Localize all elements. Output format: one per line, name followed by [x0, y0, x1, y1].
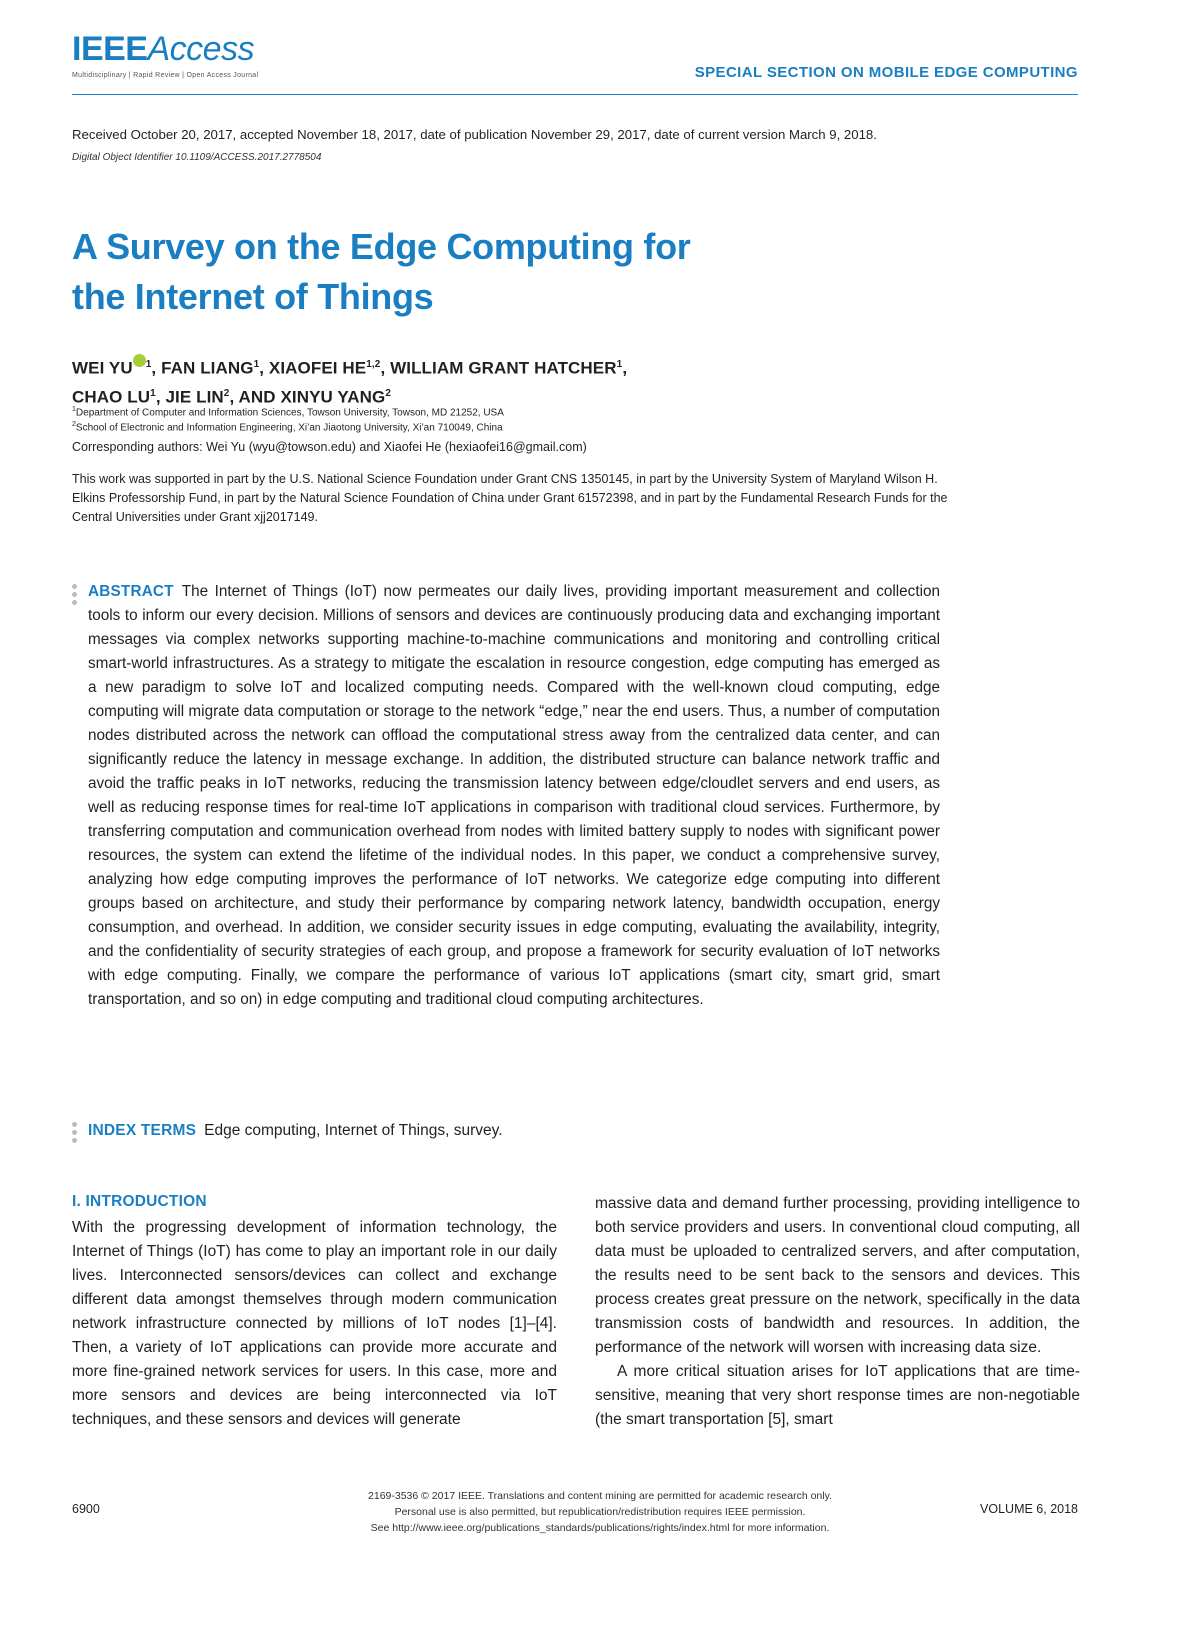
footer-line: 2169-3536 © 2017 IEEE. Translations and content mining are permitted for academic research only.	[368, 1490, 832, 1502]
drag-handle-icon[interactable]	[72, 1122, 78, 1146]
volume-label: VOLUME 6, 2018	[980, 1502, 1078, 1516]
index-terms	[88, 1122, 503, 1140]
body-column-left	[72, 1216, 557, 1432]
title-line-1: A Survey on the Edge Computing for	[72, 226, 691, 267]
author-name: , XIAOFEI HE	[259, 358, 367, 378]
paragraph: With the progressing development of information technology, the Internet of Things (IoT) has come to play an important role in our daily lives. Interconnected sensors/devices can collect and exchange different data amongst themselves through modern communication network infrastructure connected by millions of IoT nodes [1]–[4]. Then, a variety of IoT applications can provide more accurate and more fine-grained network services for users. In this case, more and more sensors and devices are being interconnected via IoT techniques, and these sensors and devices will generate	[72, 1219, 557, 1428]
journal-logo	[72, 30, 254, 69]
author-name[interactable]: WEI YU	[72, 358, 133, 378]
affiliation-text: Department of Computer and Information Sciences, Towson University, Towson, MD 21252, USA	[75, 407, 504, 419]
affiliation-sup: 1	[72, 406, 76, 413]
footer-line: See http://www.ieee.org/publications_standards/publications/rights/index.html for more information.	[370, 1522, 830, 1534]
logo-access: Access	[147, 30, 255, 68]
author-affil-sup: 1	[145, 359, 152, 370]
author-affil-sup: 1,2	[366, 359, 381, 370]
author-affil-sup: 1	[616, 359, 623, 370]
section-heading-introduction: I. INTRODUCTION	[72, 1193, 207, 1210]
received-dates: Received October 20, 2017, accepted November 18, 2017, date of publication November 29, 2017, date of current version March 9, 2018.	[72, 127, 877, 142]
author-name: , FAN LIANG	[151, 358, 254, 378]
abstract	[88, 580, 940, 1012]
page-number: 6900	[72, 1502, 100, 1516]
logo-ieee: IEEE	[72, 30, 148, 68]
paragraph: A more critical situation arises for IoT applications that are time-sensitive, meaning that very short response times are non-negotiable (the smart transportation [5], smart	[595, 1363, 1080, 1428]
drag-handle-icon[interactable]	[72, 584, 78, 608]
orcid-icon[interactable]	[133, 354, 146, 367]
affiliation-sup: 2	[72, 421, 76, 428]
author-affil-sup: 1	[253, 359, 260, 370]
index-terms-text: Edge computing, Internet of Things, survey.	[204, 1122, 503, 1139]
abstract-text: The Internet of Things (IoT) now permeates our daily lives, providing important measurement and collection tools to inform our every decision. Millions of sensors and devices are continuously producing data and exchanging important messages via complex networks supporting machine-to-machine communications and monitoring and controlling critical smart-world infrastructures. As a strategy to mitigate the escalation in resource congestion, edge computing has emerged as a new paradigm to solve IoT and localized computing needs. Compared with the well-known cloud computing, edge computing will migrate data computation or storage to the network “edge,” near the end users. Thus, a number of computation nodes distributed across the network can offload the computational stress away from the centralized data center, and can significantly reduce the latency in message exchange. In addition, the distributed structure can balance network traffic and avoid the traffic peaks in IoT networks, reducing the transmission latency between edge/cloudlet servers and end users, as well as reducing response times for real-time IoT applications in comparison with traditional cloud services. Furthermore, by transferring computation and communication overhead from nodes with limited battery supply to nodes with significant power resources, the system can extend the lifetime of the individual nodes. In this paper, we conduct a comprehensive survey, analyzing how edge computing improves the performance of IoT networks. We categorize edge computing into different groups based on architecture, and study their performance by comparing network latency, bandwidth occupation, energy consumption, and overhead. In addition, we consider security issues in edge computing, evaluating the availability, integrity, and the confidentiality of security strategies of each group, and propose a framework for security evaluation of IoT networks with edge computing. Finally, we compare the performance of various IoT applications (smart city, smart grid, smart transportation, and so on) in edge computing and traditional cloud computing architectures.	[88, 583, 940, 1008]
body-column-right	[595, 1192, 1080, 1432]
paragraph: massive data and demand further processing, providing intelligence to both service providers and users. In conventional cloud computing, all data must be uploaded to centralized servers, and after computation, the results need to be sent back to the sensors and devices. This process creates great pressure on the network, specifically in the data transmission costs of bandwidth and resources. In addition, the performance of the network will worsen with increasing data size.	[595, 1195, 1080, 1356]
author-affil-sup: 2	[223, 387, 230, 399]
logo-tagline: Multidisciplinary | Rapid Review | Open Access Journal	[72, 72, 259, 79]
index-terms-label: INDEX TERMS	[88, 1122, 197, 1139]
special-section-label: SPECIAL SECTION ON MOBILE EDGE COMPUTING	[694, 64, 1078, 81]
paper-title	[72, 222, 872, 322]
author-name: CHAO LU	[72, 387, 151, 407]
author-name: , WILLIAM GRANT HATCHER	[380, 358, 617, 378]
title-line-2: the Internet of Things	[72, 276, 434, 317]
author-name: , JIE LIN	[155, 387, 224, 407]
doi: Digital Object Identifier 10.1109/ACCESS.2017.2778504	[72, 152, 322, 163]
author-affil-sup: 1	[150, 387, 156, 399]
copyright-footer	[300, 1488, 900, 1536]
author-list	[72, 352, 832, 409]
affiliation	[72, 418, 772, 435]
author-separator: ,	[622, 358, 628, 378]
affiliation-text: School of Electronic and Information Engineering, Xi’an Jiaotong University, Xi’an 710049, China	[75, 422, 503, 434]
header-rule	[72, 94, 1078, 95]
author-affil-sup: 2	[385, 387, 392, 399]
author-name: , AND XINYU YANG	[229, 387, 386, 407]
funding-statement: This work was supported in part by the U.S. National Science Foundation under Grant CNS 1350145, in part by the University System of Maryland Wilson H. Elkins Professorship Fund, in part by the Natural Science Foundation of China under Grant 61572398, and in part by the Fundamental Research Funds for the Central Universities under Grant xjj2017149.	[72, 472, 948, 524]
footer-line: Personal use is also permitted, but republication/redistribution requires IEEE permission.	[394, 1506, 806, 1518]
corresponding-authors: Corresponding authors: Wei Yu (wyu@towson.edu) and Xiaofei He (hexiaofei16@gmail.com)	[72, 440, 587, 454]
abstract-label: ABSTRACT	[88, 583, 174, 600]
